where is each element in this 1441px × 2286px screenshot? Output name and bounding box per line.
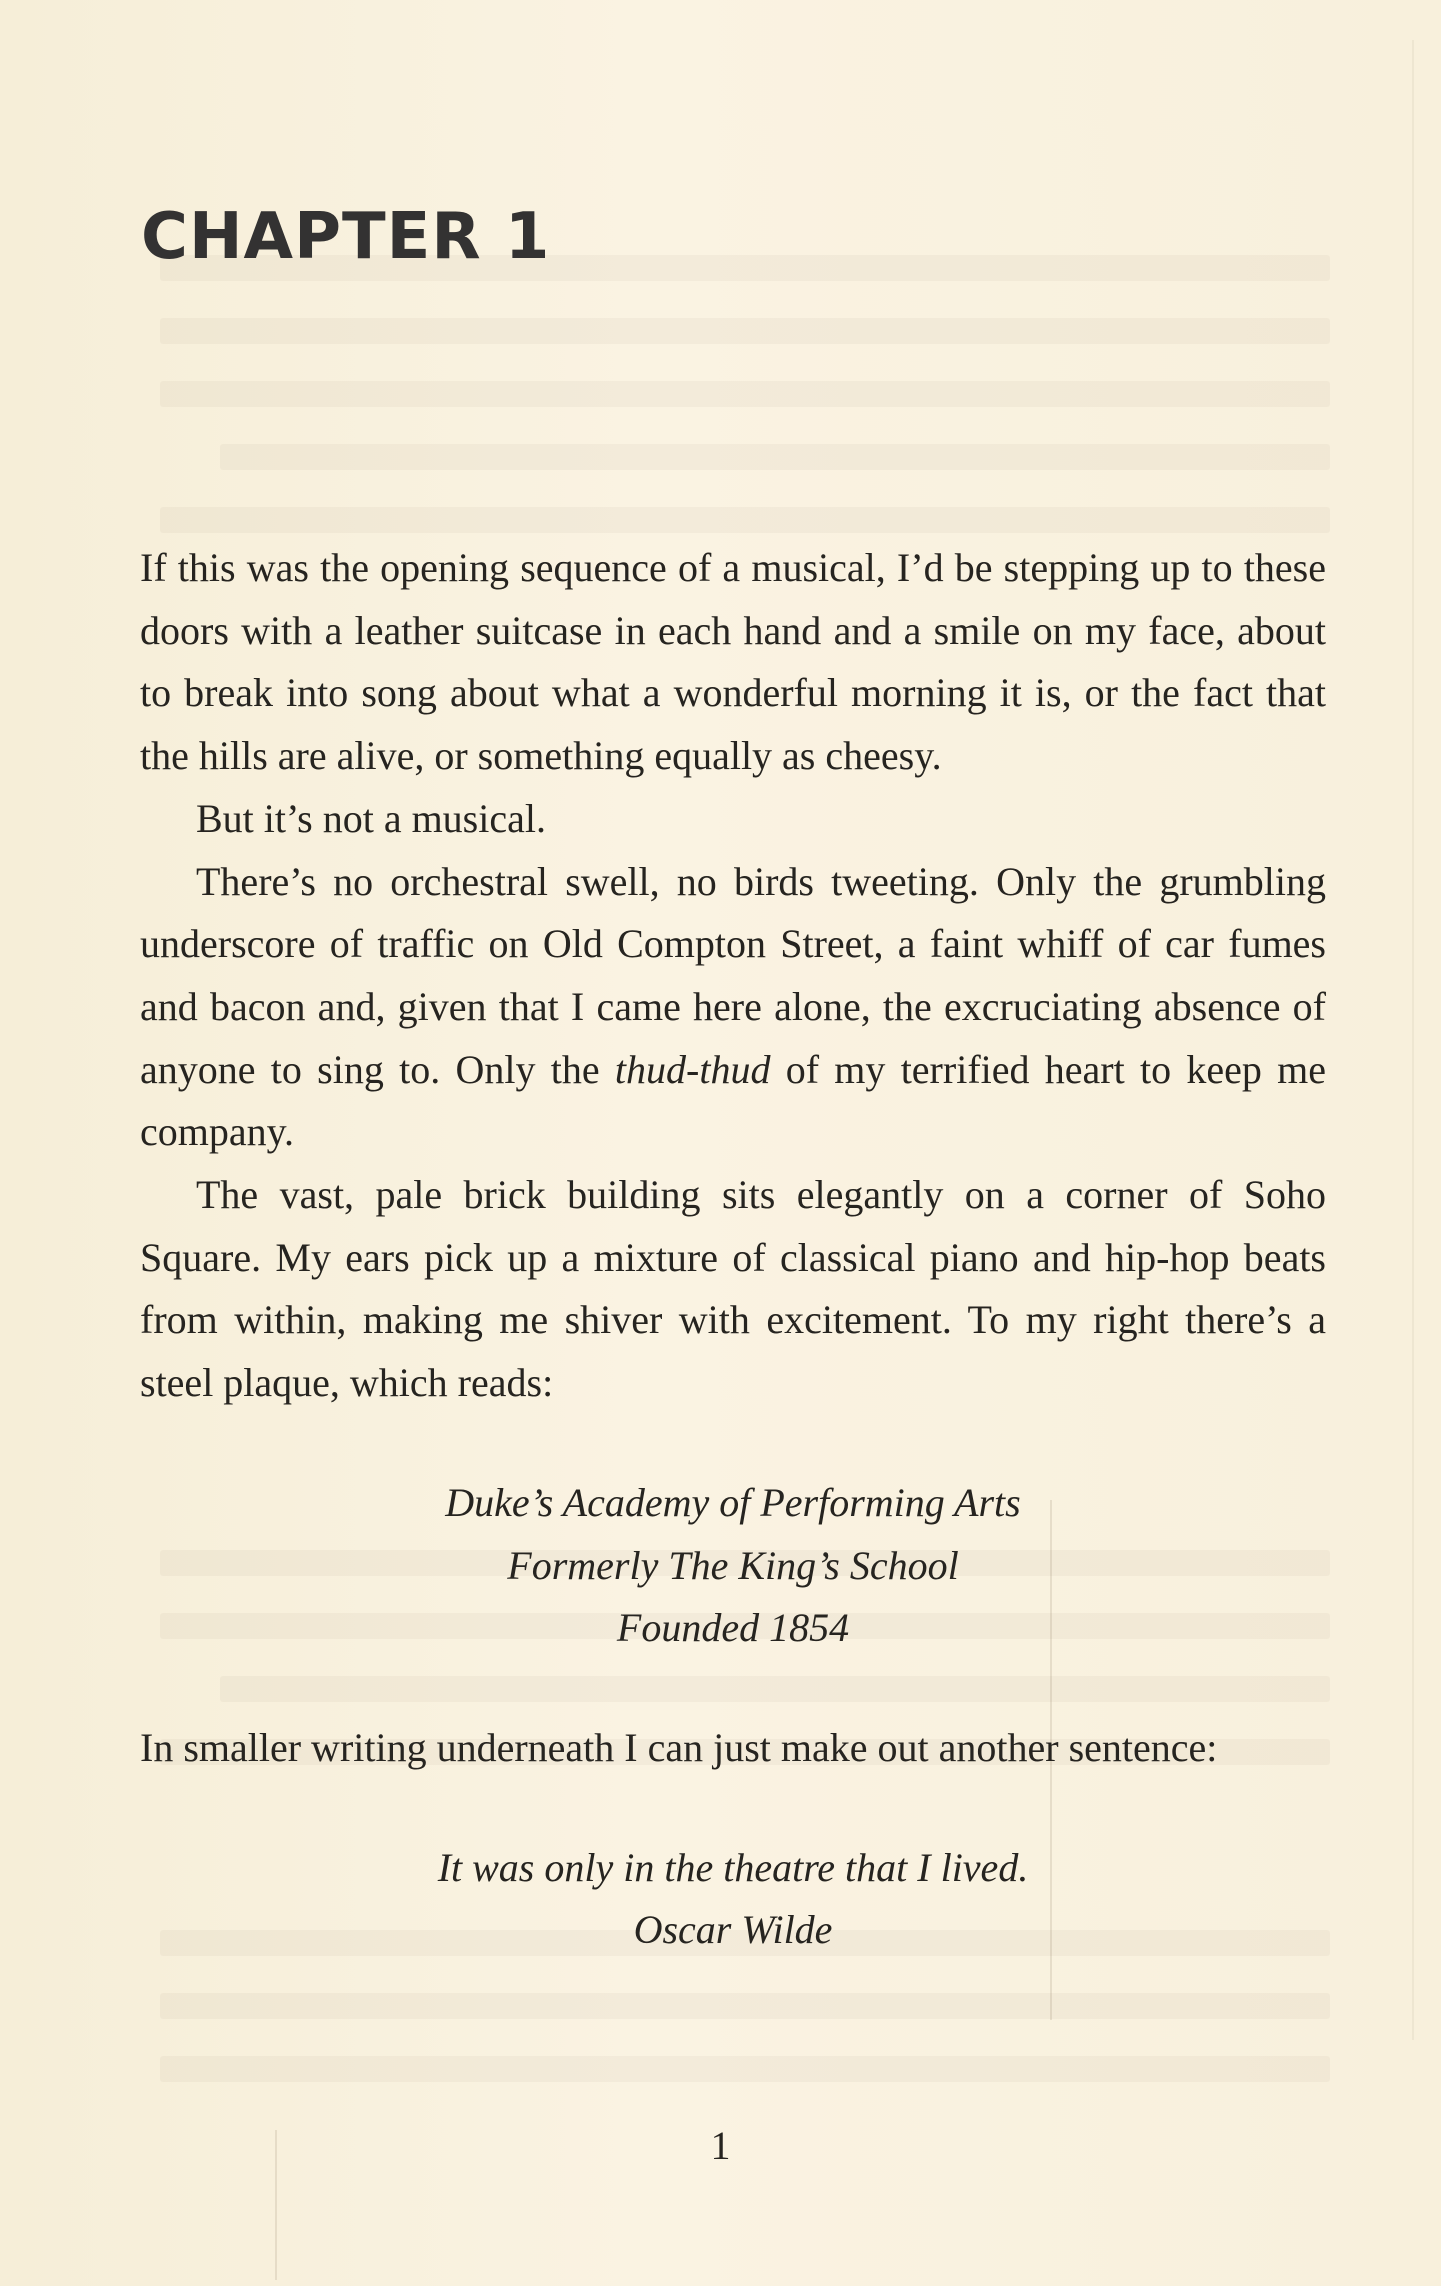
paragraph-3-text-start: There’s no orchestral swell, no birds tweeting. Only the grumbling underscore of traffic on Old Compton Street, a faint whiff of car fumes and bacon and, given that I came here alone, the excruciating absence of anyone to sing to. Only the xyxy=(140,858,1326,1092)
paragraph-1: If this was the opening sequence of a musical, I’d be stepping up to these doors with a leather suitcase in each hand and a smile on my face, about to break into song about what a wonderful morning it is, or the fact that the hills are alive, or something equally as cheesy. xyxy=(140,545,1326,779)
show-through-line xyxy=(160,1993,1330,2019)
quote-text: It was only in the theatre that I lived. xyxy=(437,1844,1029,1890)
paragraph-2: But it’s not a musical. xyxy=(196,795,546,841)
quote-author: Oscar Wilde xyxy=(633,1907,833,1953)
show-through-line xyxy=(220,444,1330,470)
wilde-quote xyxy=(140,1837,1326,1962)
paragraph-5: In smaller writing underneath I can just make out another sentence: xyxy=(140,1724,1218,1770)
plaque-inscription xyxy=(140,1472,1326,1660)
plaque-line-3: Founded 1854 xyxy=(616,1605,850,1651)
paragraph-3-text-end: of my terrified heart to keep me company. xyxy=(140,1046,1327,1155)
show-through-line xyxy=(160,381,1330,407)
chapter-title: CHAPTER 1 xyxy=(141,200,551,274)
page-number: 1 xyxy=(710,2123,731,2168)
paragraph-3 xyxy=(140,851,1326,1165)
plaque-line-2: Formerly The King’s School xyxy=(507,1542,959,1588)
chapter-body xyxy=(140,537,1326,1962)
show-through-line xyxy=(160,318,1330,344)
paragraph-3-emphasis: thud-thud xyxy=(614,1046,771,1092)
show-through-line xyxy=(160,507,1330,533)
plaque-line-1: Duke’s Academy of Performing Arts xyxy=(445,1479,1021,1525)
paper-crease xyxy=(1412,40,1414,2040)
show-through-line xyxy=(160,2056,1330,2082)
paragraph-4: The vast, pale brick building sits elegantly on a corner of Soho Square. My ears pick up a mixture of classical piano and hip-hop beats from within, making me shiver with excitement. To my right there’s a steel plaque, which reads: xyxy=(140,1172,1326,1406)
